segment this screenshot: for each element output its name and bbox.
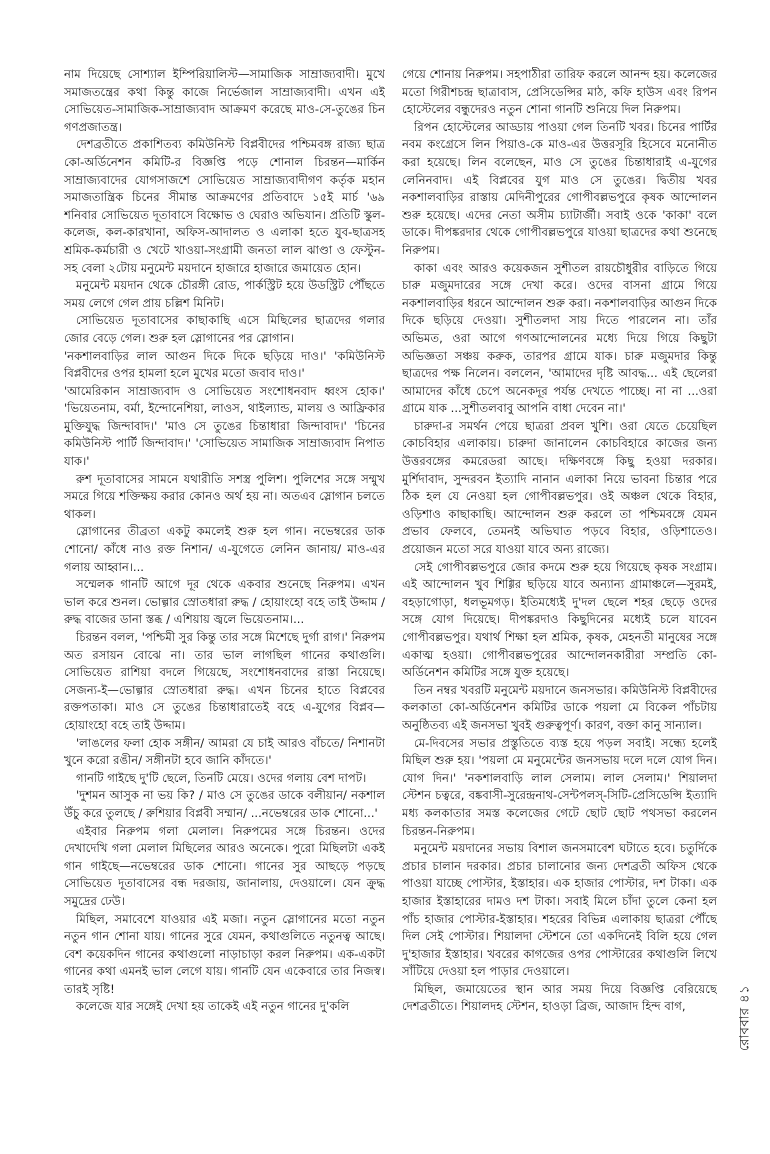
paragraph: মনুমেন্ট ময়দান থেকে চৌরঙ্গী রোড, পার্কস্ট্রিট হয়ে উডস্ট্রিট পৌঁছতে সময় লেগে গেল প্রায় চল্লিশ মিনিট। — [64, 278, 385, 310]
paragraph: কাকা এবং আরও কয়েকজন সুশীতল রায়চৌধুরীর বাড়িতে গিয়ে চারু মজুমদারের সঙ্গে দেখা করে। ওদের বাসনা গ্রামে গিয়ে নকশালবাড়ির ধরনে আন্দোলন শুরু করা। নকশালবাড়ির আগুন দিকে দিকে ছড়িয়ে দেওয়া। সুশীতলদা সায় দিতে পারলেন না। তাঁর অভিমত, ওরা আগে গণআন্দোলনের মধ্যে দিয়ে গিয়ে কিছুটা অভিজ্ঞতা সঞ্চয় করুক, তারপর গ্রামে যাক। চারু মজুমদার কিন্তু ছাত্রদের পক্ষ নিলেন। বললেন, 'আমাদের দৃষ্টি আবদ্ধ... এই ছেলেরা আমাদের কাঁধে চেপে অনেকদূর পর্যন্ত দেখতে পাচ্ছে। না না ...ওরা গ্রামে যাক ...সুশীতলবাবু আপনি বাধা দেবেন না।' — [402, 260, 717, 416]
paragraph: 'আমেরিকান সাম্রাজ্যবাদ ও সোভিয়েত সংশোধনবাদ ধ্বংস হোক।' 'ভিয়েতনাম, বর্মা, ইন্দোনেশিয়া, লাওস, থাইল্যান্ড, মালয় ও আফ্রিকার মুক্তিযুদ্ধ জিন্দাবাদ।' 'মাও সে তুঙের চিন্তাধারা জিন্দাবাদ।' 'চিনের কমিউনিস্ট পার্টি জিন্দাবাদ।' 'সোভিয়েত সামাজিক সাম্রাজ্যবাদ নিপাত যাক।' — [64, 383, 385, 469]
paragraph: সম্মেলক গানটি আগে দূর থেকে একবার শুনেছে নিরুপম। এখন ভাল করে শুনল। ভোল্গার স্রোতধারা রুদ্ধ / হোয়াংহো বহে তাই উদ্দাম / রুদ্ধ বাজের ডানা স্তব্ধ / এশিয়ায় জ্বলে ভিয়েতনাম।... — [64, 577, 385, 627]
paragraph: সোভিয়েত দূতাবাসের কাছাকাছি এসে মিছিলের ছাত্রদের গলার জোর বেড়ে গেল। শুরু হল স্লোগানের পর স্লোগান। — [64, 313, 385, 345]
paragraph: 'দুশমন আসুক না ভয় কি? / মাও সে তুঙের ডাকে বলীয়ান/ নকশাল উঁচু করে তুলছে / রুশিয়ার বিপ্লবী সম্মান/ ...নভেম্বরের ডাক শোনো...' — [64, 788, 385, 820]
paragraph: মিছিল, সমাবেশে যাওয়ার এই মজা। নতুন স্লোগানের মতো নতুন নতুন গান শোনা যায়। গানের সুরে যেমন, কথাগুলিতে নতুনত্ব আছে। বেশ কয়েকদিন গানের কথাগুলো নাড়াচাড়া করল নিরুপম। এক-একটা গানের কথা এমনই ভাল লেগে যায়। গানটি যেন একেবারে তার নিজস্ব। তারই সৃষ্টি! — [64, 911, 385, 996]
paragraph: কলেজে যার সঙ্গেই দেখা হয় তাকেই এই নতুন গানের দু'কলি — [76, 999, 350, 1014]
paragraph: স্লোগানের তীব্রতা একটু কমলেই শুরু হল গান। নভেম্বরের ডাক শোনো/ কাঁধে নাও রক্ত নিশান/ এ-যুগেতে লেনিন জানায়/ মাও-এর গলায় আহ্বান।... — [64, 524, 385, 574]
right-text-column — [402, 66, 717, 1146]
paragraph: সেই গোপীবল্লভপুরে জোর কদমে শুরু হয়ে গিয়েছে কৃষক সংগ্রাম। এই আন্দোলন খুব শিগ্গির ছড়িয়ে যাবে অন্যান্য গ্রামাঞ্চলে—সুরমই, বহড়াগোড়া, ধলভূমগড়। ইতিমধ্যেই দু'দল ছেলে শহর ছেড়ে ওদের সঙ্গে যোগ দিয়েছে। দীপঙ্করদাও কিছুদিনের মধ্যেই চলে যাবেন গোপীবল্লভপুর। যথার্থ শিক্ষা হল শ্রমিক, কৃষক, মেহনতী মানুষের সঙ্গে একাত্ম হওয়া। গোপীবল্লভপুরের আন্দোলনকারীরা সম্প্রতি কো-অর্ডিনেশন কমিটির সঙ্গে যুক্ত হয়েছে। — [402, 559, 717, 680]
paragraph: রুশ দূতাবাসের সামনে যথারীতি সশস্ত্র পুলিশ। পুলিশের সঙ্গে সম্মুখ সমরে গিয়ে শক্তিক্ষয় করার কোনও অর্থ হয় না। অতএব স্লোগান চলতে থাকল। — [64, 471, 385, 521]
paragraph: মে-দিবসের সভার প্রস্তুতিতে ব্যস্ত হয়ে পড়ল সবাই। সন্ধ্যে হলেই মিছিল শুরু হয়। 'পয়লা মে মনুমেন্টের জনসভায় দলে দলে যোগ দিন। যোগ দিন।' 'নকশালবাড়ি লাল সেলাম। লাল সেলাম।' শিয়ালদা স্টেশন চত্বরে, বঙ্কবাসী-সুরেন্দ্রনাথ-সেন্টপলস্-সিটি-প্রেসিডেন্সি ইত্যাদি মধ্য কলকাতার সমস্ত কলেজের গেটে ছোট ছোট পথসভা করলেন চিরন্তন-নিরুপম। — [402, 735, 717, 838]
paragraph: নাম দিয়েছে সোশ্যাল ইম্পিরিয়ালিস্ট—সামাজিক সাম্রাজ্যবাদী। মুখে সমাজতন্ত্রের কথা কিন্তু কাজে নির্ভেজাল সাম্রাজ্যবাদী। এখন এই সোভিয়েত-সামাজিক-সাম্রাজ্যবাদ আক্রমণ করেছে মাও-সে-তুঙের চিন গণপ্রজাতন্ত্র। — [64, 67, 385, 134]
paragraph: মিছিল, জমায়েতের স্থান আর সময় দিয়ে বিজ্ঞপ্তি বেরিয়েছে দেশব্রতীতে। শিয়ালদহ স্টেশন, হাওড়া ব্রিজ, আজাদ হিন্দ বাগ, — [402, 981, 717, 1014]
paragraph: দেশব্রতীতে প্রকাশিতব্য কমিউনিস্ট বিপ্লবীদের পশ্চিমবঙ্গ রাজ্য ছাত্র কো-অর্ডিনেশন কমিটি-র বিজ্ঞপ্তি পড়ে শোনাল চিরন্তন—মার্কিন সাম্রাজ্যবাদের যোগসাজশে সোভিয়েত সাম্রাজ্যবাদীগণ কর্তৃক মহান সমাজতান্ত্রিক চিনের সীমান্ত আক্রমণের প্রতিবাদে ১৫ই মার্চ '৬৯ শনিবার সোভিয়েত দূতাবাসে বিক্ষোভ ও ঘেরাও অভিযান। প্রতিটি স্কুল-কলেজ, কল-কারখানা, অফিস-আদালত ও এলাকা হতে যুব-ছাত্রসহ শ্রমিক-কর্মচারী ও খেটে খাওয়া-সংগ্রামী জনতা লাল ঝাণ্ডা ও ফেস্টুন-সহ বেলা ২টোয় মনুমেন্ট ময়দানে হাজারে হাজারে জমায়েত হোন। — [64, 137, 385, 275]
paragraph: রিপন হোস্টেলের আড্ডায় পাওয়া গেল তিনটি খবর। চিনের পার্টির নবম কংগ্রেসে লিন পিয়াও-কে মাও-এর উত্তরসূরি হিসেবে মনোনীত করা হয়েছে। লিন বলেছেন, মাও সে তুঙের চিন্তাধারাই এ-যুগের লেনিনবাদ। এই বিপ্লবের যুগ মাও সে তুঙের। দ্বিতীয় খবর নকশালবাড়ির রাস্তায় মেদিনীপুরের গোপীবল্লভপুরে কৃষক আন্দোলন শুরু হয়েছে। এদের নেতা অসীম চ্যাটার্জী। সবাই ওকে 'কাকা' বলে ডাকে। দীপঙ্করদার থেকে গোপীবল্লভপুরে যাওয়া ছাত্রদের কথা শুনেছে নিরুপম। — [402, 119, 717, 257]
paragraph: চিরন্তন বলল, 'পশ্চিমী সুর কিন্তু তার সঙ্গে মিশেছে দুর্গা রাগ।' নিরুপম অত রসায়ন বোঝে না। তার ভাল লাগছিল গানের কথাগুলি। সোভিয়েত রাশিয়া বদলে গিয়েছে, সংশোধনবাদের রাস্তা নিয়েছে। সেজন্য-ই—ভোল্গার স্রোতধারা রুদ্ধ। এখন চিনের হাতে বিপ্লবের রক্তপতাকা। মাও সে তুঙের চিন্তাধারাতেই বহে এ-যুগের বিপ্লব—হোয়াংহো বহে তাই উদ্দাম। — [64, 630, 385, 732]
page-folio — [726, 968, 766, 1068]
paragraph: গানটি গাইছে দু'টি ছেলে, তিনটি মেয়ে। ওদের গলায় বেশ দাপট। — [76, 770, 367, 785]
folio-text: রোববার ৪১ — [737, 984, 753, 1052]
left-text-column — [64, 66, 385, 1146]
paragraph: তিন নম্বর খবরটি মনুমেন্ট ময়দানে জনসভার। কমিউনিস্ট বিপ্লবীদের কলকাতা কো-অর্ডিনেশন কমিটির ডাকে পয়লা মে বিকেল পাঁচটায় অনুষ্ঠিতব্য এই জনসভা খুবই গুরুত্বপূর্ণ। কারণ, বক্তা কানু সান্যাল। — [402, 682, 717, 732]
paragraph: এইবার নিরুপম গলা মেলাল। নিরুপমের সঙ্গে চিরন্তন। ওদের দেখাদেখি গলা মেলাল মিছিলের আরও অনেকে। পুরো মিছিলটা একই গান গাইছে—নভেম্বরের ডাক শোনো। গানের সুর আছড়ে পড়ছে সোভিয়েত দূতাবাসের বন্ধ দরজায়, জানালায়, দেওয়ালে। যেন ক্রুদ্ধ সমুদ্রের ঢেউ। — [64, 823, 385, 908]
paragraph: চারুদা-র সমর্থন পেয়ে ছাত্ররা প্রবল খুশি। ওরা যেতে চেয়েছিল কোচবিহার এলাকায়। চারুদা জানালেন কোচবিহারে কাজের জন্য উত্তরবঙ্গের কমরেডরা আছে। দক্ষিণবঙ্গে কিছু হওয়া দরকার। মুর্শিদাবাদ, সুন্দরবন ইত্যাদি নানান এলাকা নিয়ে ভাবনা চিন্তার পরে ঠিক হল যে নেওয়া হল গোপীবল্লভপুর। ওই অঞ্চল থেকে বিহার, ওড়িশাও কাছাকাছি। আন্দোলন শুরু করলে তা পশ্চিমবঙ্গে যেমন প্রভাব ফেলবে, তেমনই অভিঘাত পড়বে বিহার, ওড়িশাতেও। প্রয়োজন মতো সরে যাওয়া যাবে অন্য রাজ্যে। — [402, 418, 717, 557]
paragraph: 'নকশালবাড়ির লাল আগুন দিকে দিকে ছড়িয়ে দাও।' 'কমিউনিস্ট বিপ্লবীদের ওপর হামলা হলে মুখের মতো জবাব দাও।' — [64, 348, 385, 381]
paragraph: 'লাঙলের ফলা হোক সঙ্গীন/ আমরা যে চাই আরও বাঁচতে/ নিশানটা খুনে করো রঙীন/ সঙ্গীনটা হবে জানি কাঁদতে।' — [64, 735, 385, 768]
paragraph: গেয়ে শোনায় নিরুপম। সহপাঠীরা তারিফ করলে আনন্দ হয়। কলেজের মতো গিরীশচন্দ্র ছাত্রাবাস, প্রেসিডেন্সির মাঠ, কফি হাউস এবং রিপন হোস্টেলের বন্ধুদেরও নতুন শোনা গানটি শুনিয়ে দিল নিরুপম। — [402, 67, 717, 117]
paragraph: মনুমেন্ট ময়দানের সভায় বিশাল জনসমাবেশ ঘটাতে হবে। চতুর্দিকে প্রচার চালান দরকার। প্রচার চালানোর জন্য দেশব্রতী অফিস থেকে পাওয়া যাচ্ছে পোস্টার, ইস্তাহার। এক হাজার পোস্টার, দশ টাকা। এক হাজার ইস্তাহারের দামও দশ টাকা। সবাই মিলে চাঁদা তুলে কেনা হল পাঁচ হাজার পোস্টার-ইস্তাহার। শহরের বিভিন্ন এলাকায় ছাত্ররা পৌঁছে দিল সেই পোস্টার। শিয়ালদা স্টেশনে তো একদিনেই বিলি হয়ে গেল দু'হাজার ইস্তাহার। খবরের কাগজের ওপর পোস্টারের কথাগুলি লিখে সাঁটিয়ে দেওয়া হল পাড়ার দেওয়ালে। — [402, 841, 717, 979]
